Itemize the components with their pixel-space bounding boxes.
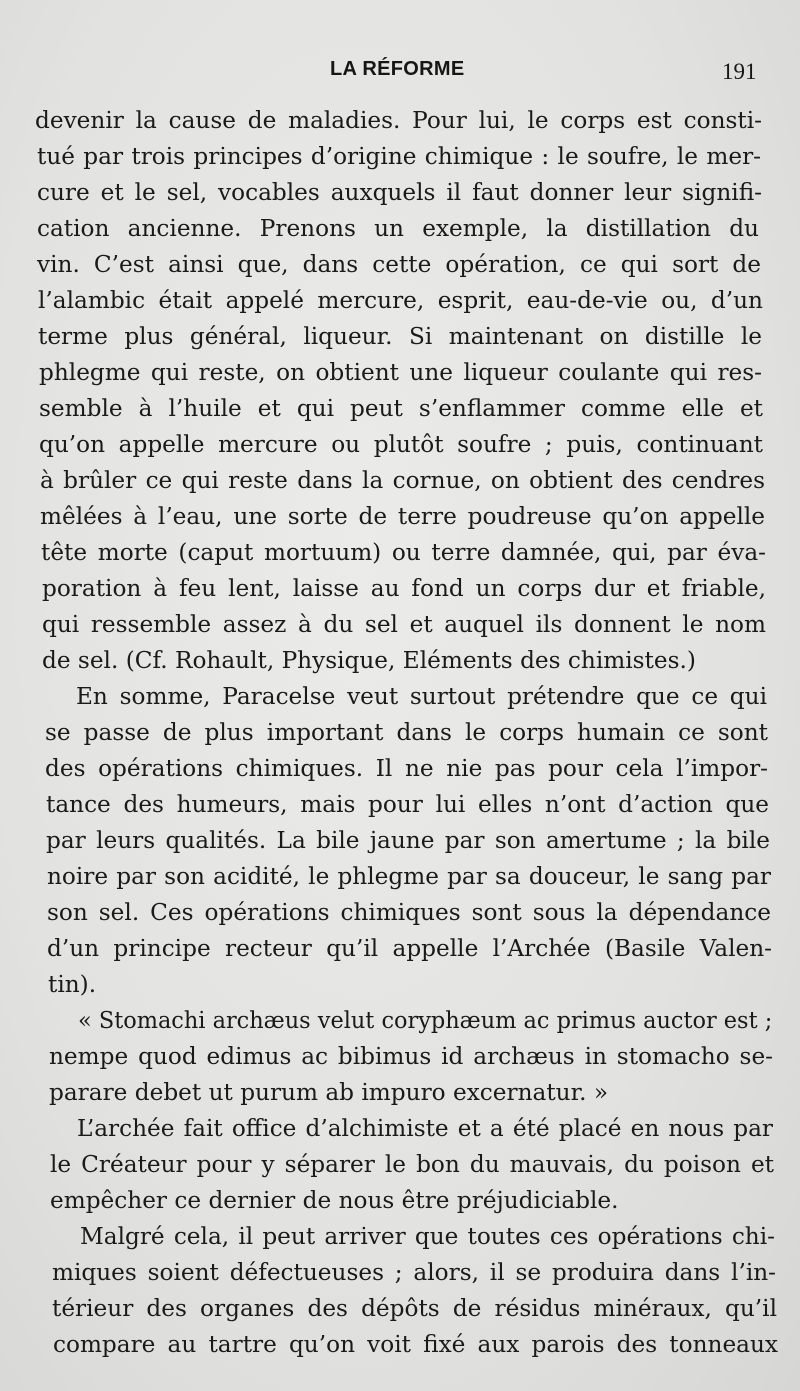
- text-line: tance des humeurs, mais pour lui elles n’ont d’action que: [46, 791, 769, 818]
- text-line: « Stomachi archæus velut coryphæum ac primus auctor est ;: [78, 1007, 773, 1034]
- page-number: 191: [722, 59, 757, 84]
- text-line: parare debet ut purum ab impuro excernatur. »: [49, 1079, 609, 1106]
- text-line: tête morte (caput mortuum) ou terre damnée, qui, par éva-: [41, 539, 766, 566]
- text-line: à brûler ce qui reste dans la cornue, on obtient des cendres: [40, 467, 765, 494]
- text-line: noire par son acidité, le phlegme par sa douceur, le sang par: [47, 863, 771, 890]
- text-line: qui ressemble assez à du sel et auquel ils donnent le nom: [42, 611, 766, 638]
- text-line: empêcher ce dernier de nous être préjudiciable.: [50, 1187, 619, 1214]
- text-line: terme plus général, liqueur. Si maintenant on distille le: [38, 323, 762, 350]
- text-line: térieur des organes des dépôts de résidus minéraux, qu’il: [52, 1295, 777, 1322]
- text-line: de sel. (Cf. Rohault, Physique, Eléments des chimistes.): [42, 647, 696, 674]
- text-line: qu’on appelle mercure ou plutôt soufre ; puis, continuant: [39, 431, 763, 458]
- text-line: miques soient défectueuses ; alors, il se produira dans l’in-: [52, 1259, 776, 1286]
- text-line: son sel. Ces opérations chimiques sont sous la dépendance: [47, 899, 771, 926]
- text-line: l’alambic était appelé mercure, esprit, eau-de-vie ou, d’un: [38, 287, 763, 314]
- text-line: cure et le sel, vocables auxquels il faut donner leur signifi-: [37, 179, 762, 206]
- text-line: Malgré cela, il peut arriver que toutes ces opérations chi-: [80, 1223, 775, 1250]
- text-line: compare au tartre qu’on voit fixé aux parois des tonneaux: [53, 1331, 778, 1358]
- text-line: phlegme qui reste, on obtient une liqueur coulante qui res-: [39, 359, 762, 386]
- text-line: En somme, Paracelse veut surtout prétendre que ce qui: [76, 683, 767, 710]
- text-line: L’archée fait office d’alchimiste et a été placé en nous par: [77, 1115, 773, 1142]
- text-line: nempe quod edimus ac bibimus id archæus in stomacho se-: [49, 1043, 773, 1070]
- text-line: se passe de plus important dans le corps humain ce sont: [45, 719, 768, 746]
- text-line: semble à l’huile et qui peut s’enflammer comme elle et: [39, 395, 763, 422]
- text-line: par leurs qualités. La bile jaune par son amertume ; la bile: [46, 827, 770, 854]
- text-line: cation ancienne. Prenons un exemple, la distillation du: [37, 215, 759, 242]
- text-line: le Créateur pour y séparer le bon du mauvais, du poison et: [50, 1151, 774, 1178]
- text-line: vin. C’est ainsi que, dans cette opération, ce qui sort de: [37, 251, 761, 278]
- text-line: des opérations chimiques. Il ne nie pas pour cela l’impor-: [45, 755, 768, 782]
- text-line: devenir la cause de maladies. Pour lui, le corps est consti-: [35, 107, 762, 134]
- text-line: d’un principe recteur qu’il appelle l’Archée (Basile Valen-: [47, 935, 772, 962]
- running-head: [0, 58, 800, 88]
- text-line: poration à feu lent, laisse au fond un corps dur et friable,: [42, 575, 766, 602]
- text-line: mêlées à l’eau, une sorte de terre poudreuse qu’on appelle: [40, 503, 765, 530]
- text-line: tin).: [48, 971, 97, 998]
- text-line: tué par trois principes d’origine chimique : le soufre, le mer-: [37, 143, 761, 170]
- running-title: LA RÉFORME: [330, 58, 465, 80]
